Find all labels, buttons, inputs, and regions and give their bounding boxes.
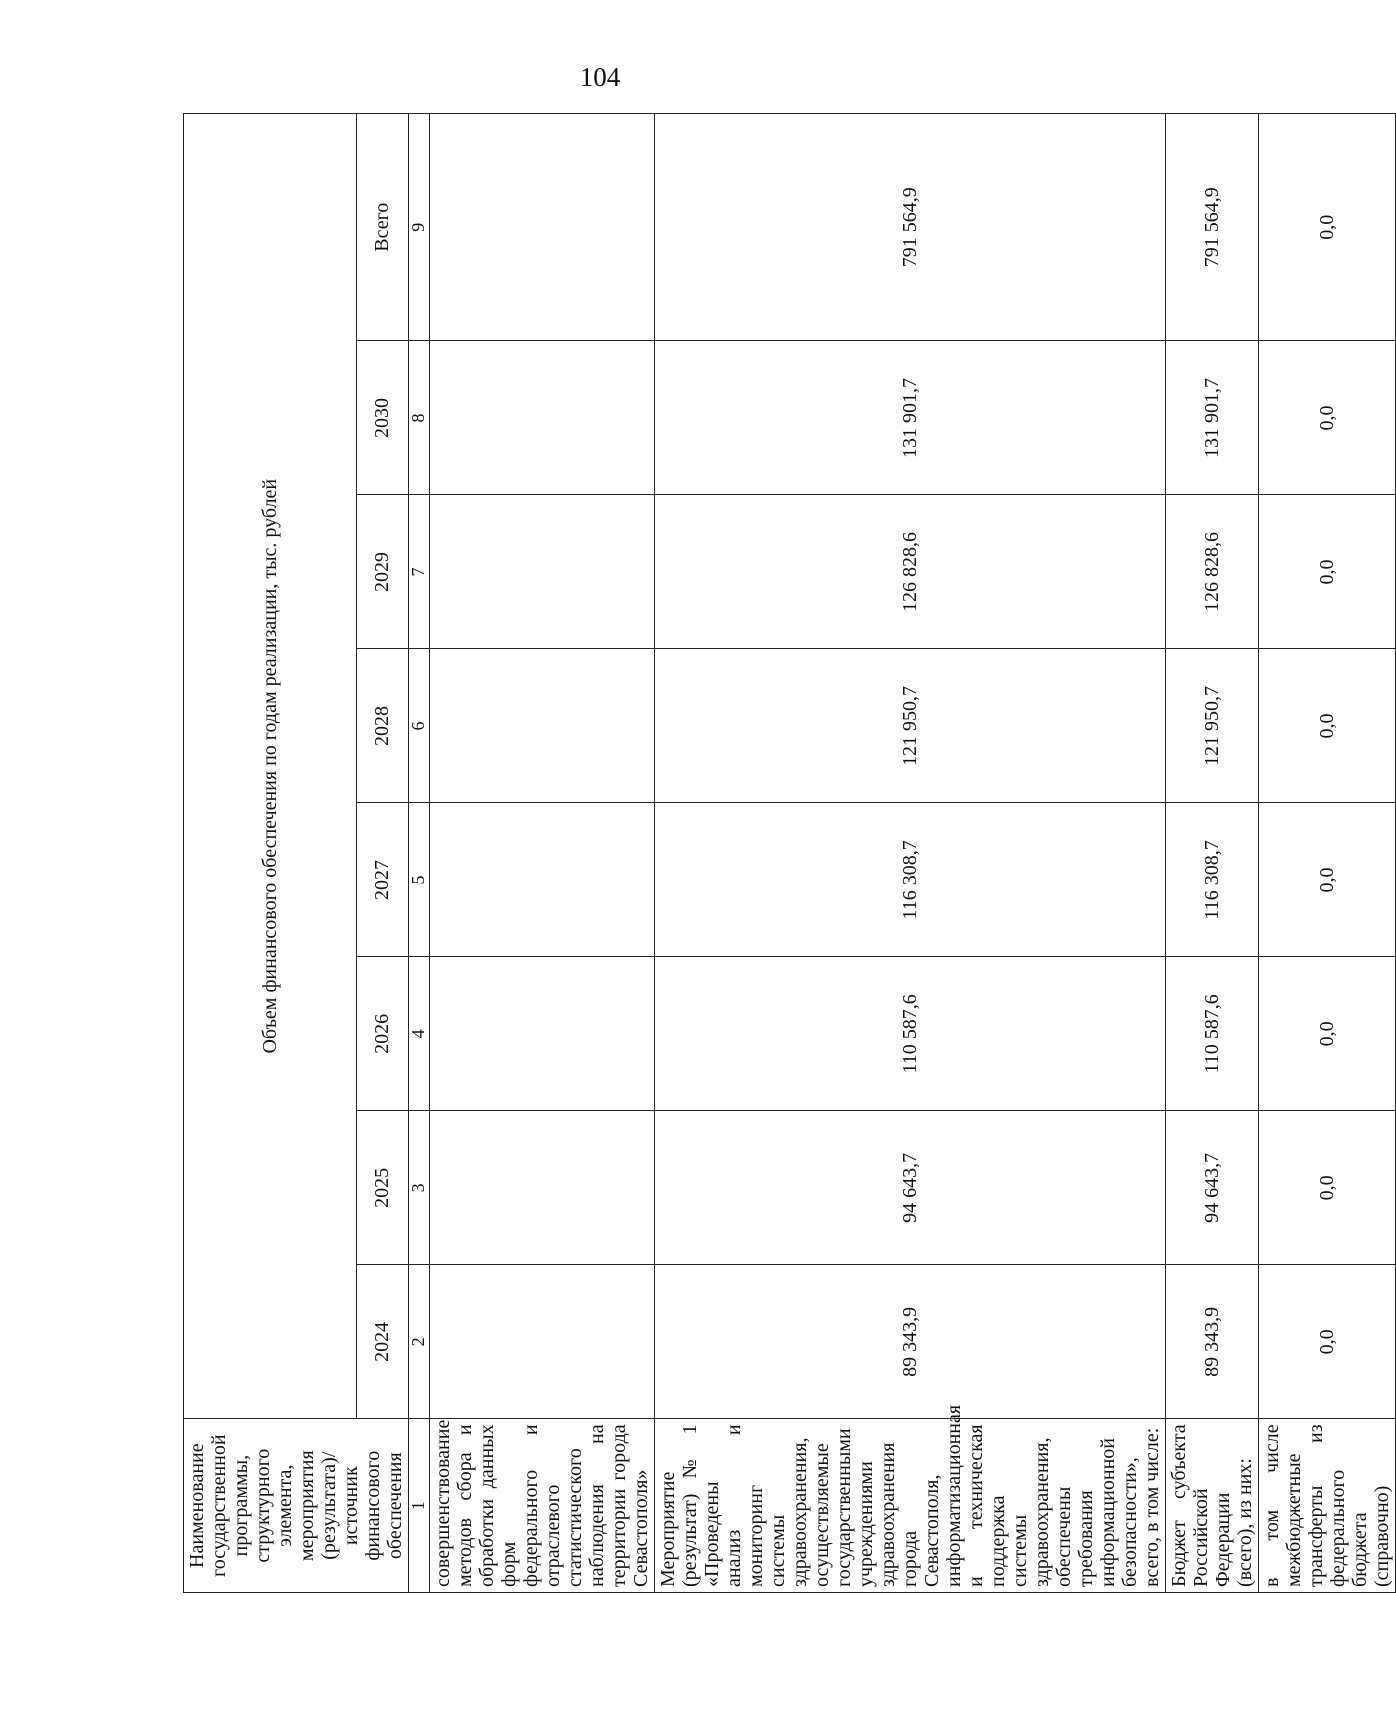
- column-number: 1: [409, 1419, 430, 1593]
- value-cell: 0,0: [1259, 495, 1396, 649]
- table-row: [1259, 114, 1396, 1593]
- header-year: 2027: [356, 803, 408, 957]
- column-number: 3: [409, 1111, 430, 1265]
- header-year: 2025: [356, 1111, 408, 1265]
- header-name-column: Наименование государственной программы, структурного элемента, мероприятия (результата)/источник финансового обеспечения: [184, 1419, 409, 1593]
- value-cell: 0,0: [1259, 803, 1396, 957]
- value-cell: 121 950,7: [655, 649, 1166, 803]
- row-name: совершенствование методов сбора и обработки данных форм федерального и отраслевого статистического наблюдения на территории города Севастополя»: [430, 1419, 655, 1593]
- value-cell: 116 308,7: [1166, 803, 1259, 957]
- header-year: 2028: [356, 649, 408, 803]
- header-year: 2029: [356, 495, 408, 649]
- value-cell: 94 643,7: [655, 1111, 1166, 1265]
- value-cell: 116 308,7: [655, 803, 1166, 957]
- value-cell: [430, 1265, 655, 1419]
- header-volume: Объем финансового обеспечения по годам реализации, тыс. рублей: [184, 114, 357, 1419]
- header-year: 2030: [356, 341, 408, 495]
- value-cell: 0,0: [1259, 649, 1396, 803]
- rotated-table-wrapper: [183, 113, 1393, 1593]
- value-cell: 89 343,9: [1166, 1265, 1259, 1419]
- value-cell: 131 901,7: [1166, 341, 1259, 495]
- row-name: Мероприятие (результат) № 1 «Проведены анализ и мониторинг системы здравоохранения, осуществляемые государственными учреждениями здравоохранения города Севастополя, информатизационная и техническая поддержка системы здравоохранения, обеспечены требования информационной безопасности», всего, в том числе:: [655, 1419, 1166, 1593]
- header-total: Всего: [356, 114, 408, 341]
- row-name: Бюджет субъекта Российской Федерации (всего), из них:: [1166, 1419, 1259, 1593]
- table-row: [430, 114, 655, 1593]
- value-cell: 126 828,6: [1166, 495, 1259, 649]
- value-cell: 110 587,6: [1166, 957, 1259, 1111]
- column-number: 7: [409, 495, 430, 649]
- column-number: 5: [409, 803, 430, 957]
- value-cell: [430, 1111, 655, 1265]
- column-number: 4: [409, 957, 430, 1111]
- column-number: 8: [409, 341, 430, 495]
- value-cell: [430, 341, 655, 495]
- value-cell: [430, 957, 655, 1111]
- header-year: 2026: [356, 957, 408, 1111]
- value-cell: [430, 495, 655, 649]
- value-cell: 0,0: [1259, 1111, 1396, 1265]
- column-number: 2: [409, 1265, 430, 1419]
- column-number-row: [409, 114, 430, 1593]
- value-cell: 89 343,9: [655, 1265, 1166, 1419]
- value-cell: 94 643,7: [1166, 1111, 1259, 1265]
- page-number: 104: [579, 62, 621, 92]
- value-cell: 126 828,6: [655, 495, 1166, 649]
- financing-table: [183, 113, 1396, 1593]
- value-cell: 131 901,7: [655, 341, 1166, 495]
- value-cell: 0,0: [1259, 1265, 1396, 1419]
- column-number: 6: [409, 649, 430, 803]
- column-number: 9: [409, 114, 430, 341]
- header-year: 2024: [356, 1265, 408, 1419]
- value-cell: [430, 803, 655, 957]
- table-row: [655, 114, 1166, 1593]
- value-cell: 0,0: [1259, 341, 1396, 495]
- value-cell: 121 950,7: [1166, 649, 1259, 803]
- row-name: в том числе межбюджетные трансферты из федерального бюджета (справочно): [1259, 1419, 1396, 1593]
- value-cell: [430, 114, 655, 341]
- table-row: [1166, 114, 1259, 1593]
- value-cell: 791 564,9: [1166, 114, 1259, 341]
- value-cell: 791 564,9: [655, 114, 1166, 341]
- value-cell: 110 587,6: [655, 957, 1166, 1111]
- value-cell: [430, 649, 655, 803]
- value-cell: 0,0: [1259, 957, 1396, 1111]
- value-cell: 0,0: [1259, 114, 1396, 341]
